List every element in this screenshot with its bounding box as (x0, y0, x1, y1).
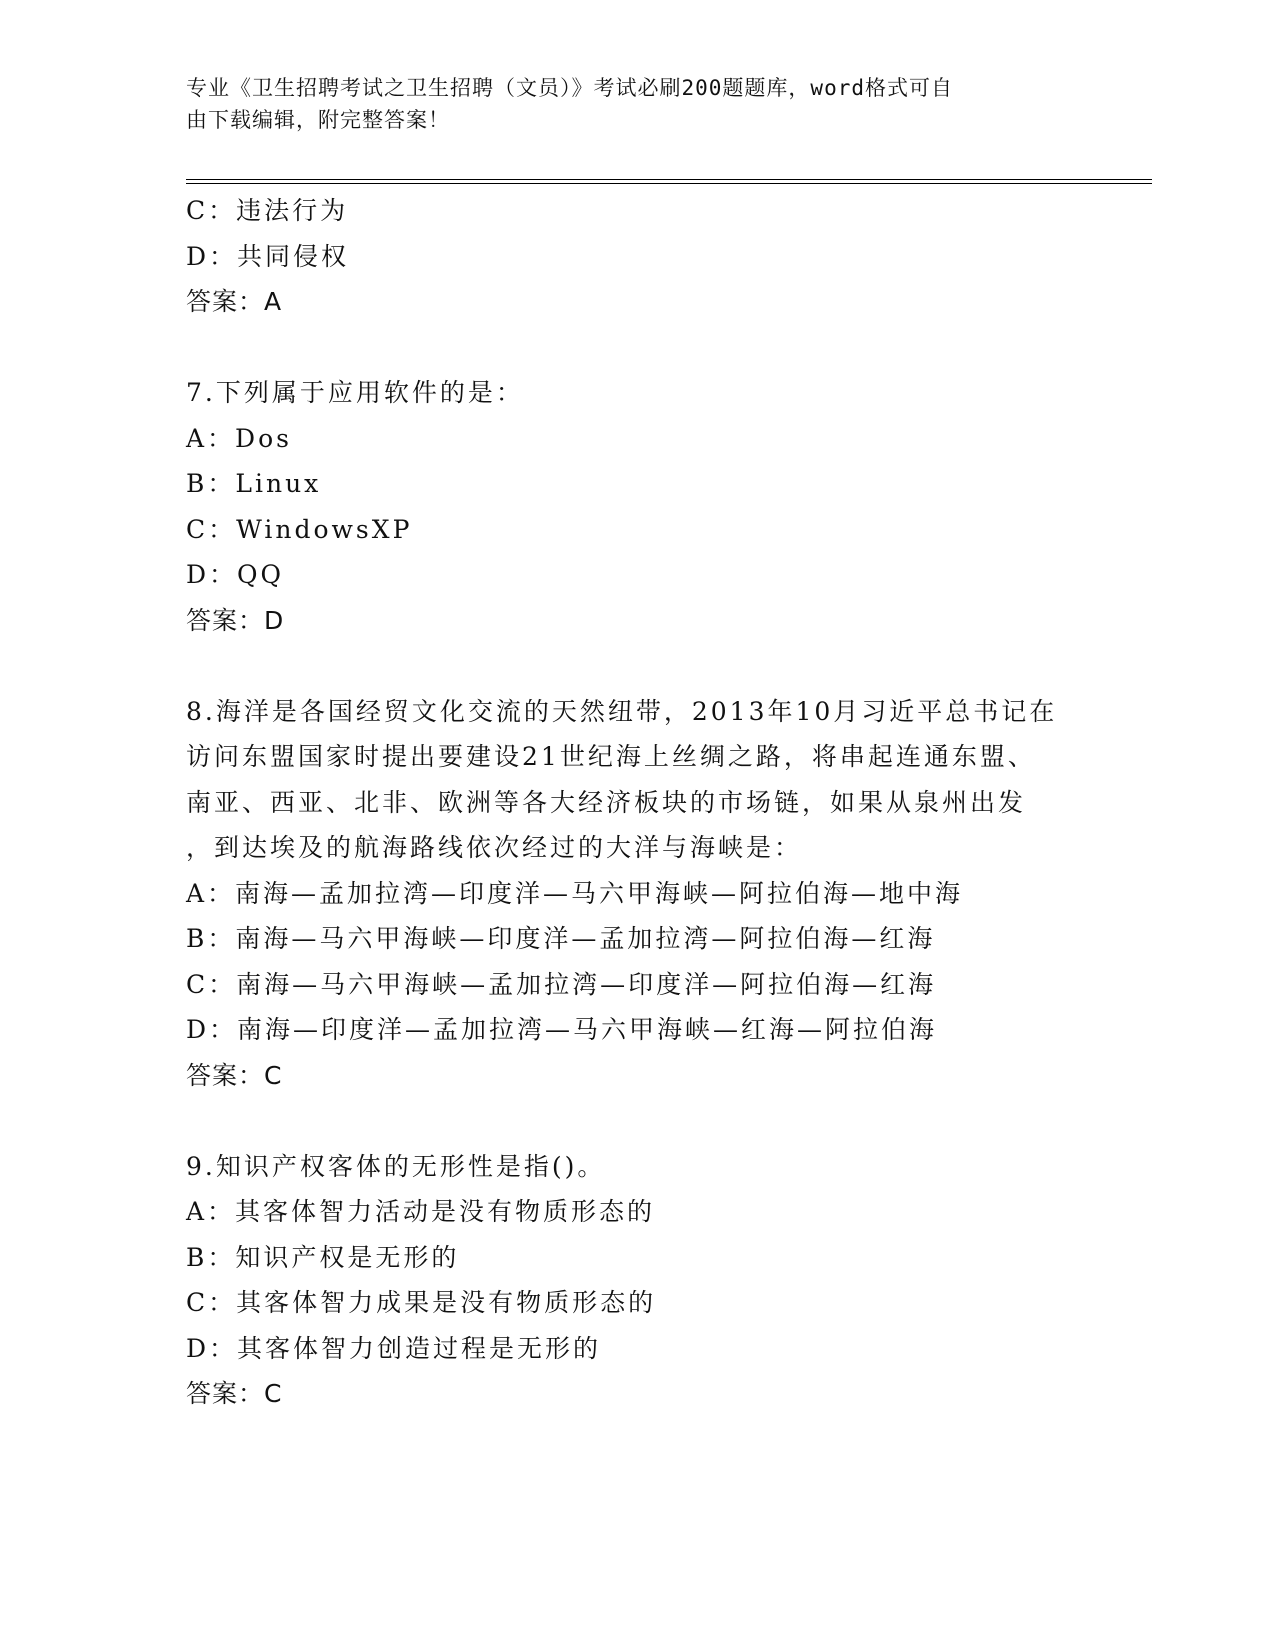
question-list (186, 188, 1086, 1417)
option-d: D：QQ (186, 560, 285, 589)
spacer (186, 325, 1086, 371)
answer: 答案：A (186, 287, 283, 316)
option-c: C：违法行为 (186, 196, 349, 225)
option-c: C：WindowsXP (186, 514, 413, 544)
question-8 (186, 689, 1086, 1099)
question-7 (186, 370, 1086, 643)
spacer (186, 643, 1086, 689)
spacer (186, 1098, 1086, 1144)
option-a: A：南海—孟加拉湾—印度洋—马六甲海峡—阿拉伯海—地中海 (186, 878, 964, 908)
header-line-2: 由下载编辑，附完整答案！ (186, 108, 450, 132)
question-6-tail (186, 188, 1086, 325)
header-divider-bottom (186, 183, 1152, 184)
header-line-1: 专业《卫生招聘考试之卫生招聘（文员）》考试必刷200题题库，word格式可自 (186, 76, 953, 100)
option-c: C：其客体智力成果是没有物质形态的 (186, 1288, 657, 1317)
question-stem-line-2: 访问东盟国家时提出要建设21世纪海上丝绸之路，将串起连通东盟、 (186, 742, 1036, 771)
answer: 答案：C (186, 1379, 283, 1408)
question-stem-line-4: ，到达埃及的航海路线依次经过的大洋与海峡是： (186, 833, 803, 862)
option-a: A：Dos (186, 423, 292, 453)
question-stem-line-3: 南亚、西亚、北非、欧洲等各大经济板块的市场链，如果从泉州出发 (186, 787, 1027, 817)
question-stem: 9.知识产权客体的无形性是指()。 (186, 1151, 606, 1181)
page-header (186, 72, 1066, 136)
option-b: B：知识产权是无形的 (186, 1242, 460, 1272)
option-b: B：南海—马六甲海峡—印度洋—孟加拉湾—阿拉伯海—红海 (186, 924, 936, 953)
question-stem-line-1: 8.海洋是各国经贸文化交流的天然纽带，2013年10月习近平总书记在 (186, 696, 1058, 726)
option-a: A：其客体智力活动是没有物质形态的 (186, 1197, 656, 1226)
option-c: C：南海—马六甲海峡—孟加拉湾—印度洋—阿拉伯海—红海 (186, 969, 937, 999)
option-d: D：南海—印度洋—孟加拉湾—马六甲海峡—红海—阿拉伯海 (186, 1015, 938, 1044)
answer: 答案：D (186, 605, 285, 635)
option-d: D：共同侵权 (186, 241, 350, 271)
option-b: B：Linux (186, 469, 322, 498)
header-divider-top (186, 179, 1152, 180)
answer: 答案：C (186, 1060, 283, 1090)
option-d: D：其客体智力创造过程是无形的 (186, 1333, 602, 1363)
question-9 (186, 1144, 1086, 1417)
question-stem: 7.下列属于应用软件的是： (186, 378, 524, 407)
